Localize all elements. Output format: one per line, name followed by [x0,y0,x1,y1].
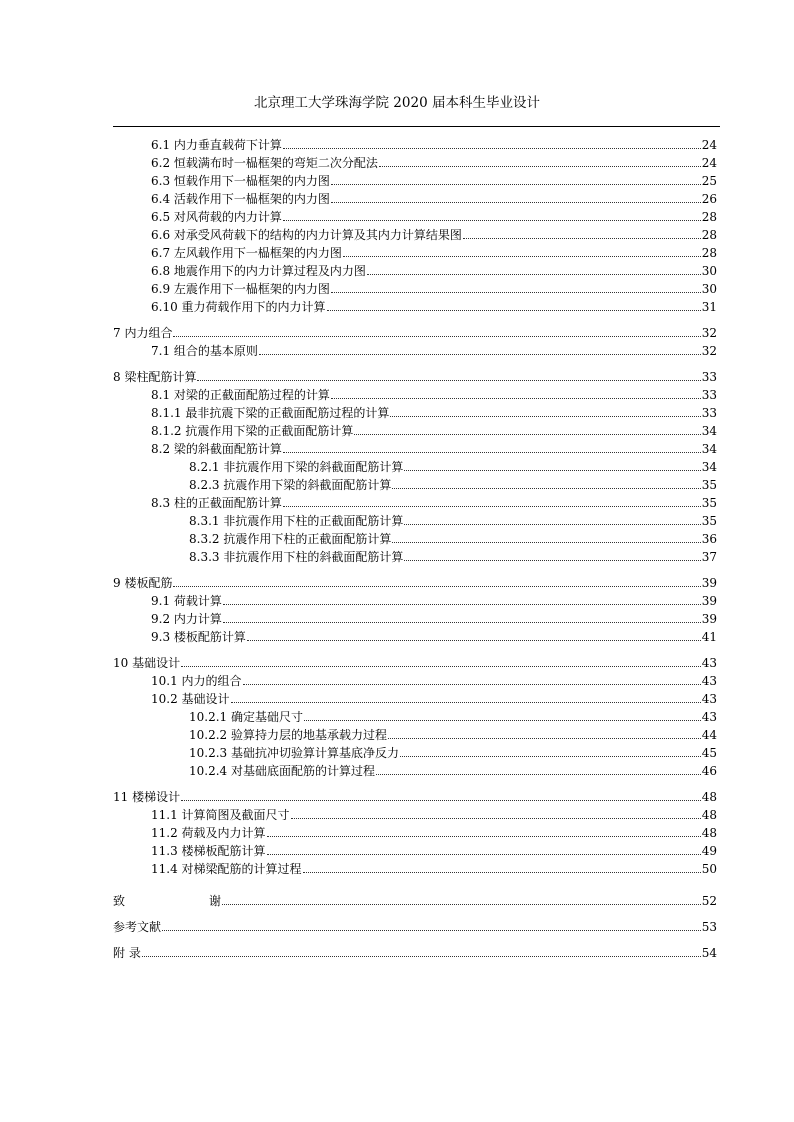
toc-leader-dots [400,755,701,757]
toc-leader-dots [404,559,700,561]
toc-entry-title: 8.2.3 抗震作用下梁的斜截面配筋计算 [189,478,392,492]
toc-leader-dots [392,487,700,489]
toc-entry-title: 7 内力组合 [113,326,173,340]
toc-entry[interactable] [151,590,717,608]
toc-leader-dots [376,773,701,775]
toc-entry[interactable] [189,742,717,760]
toc-entry-title: 11.4 对梯梁配筋的计算过程 [151,862,302,876]
toc-entry[interactable] [113,942,717,960]
toc-entry[interactable] [113,916,717,934]
toc-leader-dots [173,335,700,337]
toc-entry-page: 46 [701,764,717,778]
toc-leader-dots [390,415,700,417]
toc-entry[interactable] [189,474,717,492]
toc-entry[interactable] [151,224,717,242]
toc-entry-title: 8.1.2 抗震作用下梁的正截面配筋计算 [151,424,354,438]
toc-leader-dots [222,903,701,905]
toc-leader-dots [331,397,701,399]
toc-entry[interactable] [189,528,717,546]
toc-entry-page: 48 [701,790,717,804]
toc-leader-dots [354,433,700,435]
toc-entry[interactable] [151,626,717,644]
toc-entry-title: 11.3 楼梯板配筋计算 [151,844,266,858]
toc-entry-title: 8 梁柱配筋计算 [113,370,197,384]
toc-entry-page: 30 [701,282,717,296]
toc-entry-page: 52 [701,894,717,908]
toc-entry[interactable] [151,296,717,314]
toc-entry-page: 34 [701,424,717,438]
toc-leader-dots [181,665,701,667]
toc-entry-page: 34 [701,460,717,474]
toc-entry-page: 45 [701,746,717,760]
toc-leader-dots [463,237,701,239]
toc-entry-title: 9.2 内力计算 [151,612,222,626]
toc-leader-dots [267,853,701,855]
toc-leader-dots [283,219,701,221]
toc-leader-dots [303,871,701,873]
toc-entry[interactable] [189,706,717,724]
toc-entry[interactable] [113,572,717,590]
toc-entry[interactable] [151,206,717,224]
toc-entry-page: 43 [701,674,717,688]
toc-entry[interactable] [189,546,717,564]
toc-leader-dots [304,719,701,721]
toc-entry-title: 6.2 恒载满布时一榀框架的弯矩二次分配法 [151,156,378,170]
toc-entry[interactable] [113,652,717,670]
toc-leader-dots [267,835,701,837]
toc-leader-dots [291,817,701,819]
toc-entry-page: 35 [701,478,717,492]
toc-entry-title: 致 谢 [113,894,222,908]
toc-leader-dots [388,737,701,739]
toc-entry-title: 11.1 计算简图及截面尺寸 [151,808,290,822]
toc-entry-title: 6.5 对风荷载的内力计算 [151,210,282,224]
toc-leader-dots [259,353,701,355]
toc-entry-title: 6.10 重力荷载作用下的内力计算 [151,300,326,314]
toc-entry-page: 33 [701,388,717,402]
toc-entry-page: 50 [701,862,717,876]
toc-entry[interactable] [151,134,717,152]
page-header-title: 北京理工大学珠海学院 2020 届本科生毕业设计 [254,95,540,111]
toc-entry-page: 39 [701,576,717,590]
toc-entry[interactable] [151,420,717,438]
toc-entry-page: 49 [701,844,717,858]
toc-entry-page: 28 [701,246,717,260]
toc-entry[interactable] [151,384,717,402]
toc-entry-title: 6.1 内力垂直载荷下计算 [151,138,282,152]
toc-leader-dots [231,701,701,703]
toc-entry[interactable] [151,402,717,420]
toc-leader-dots [331,291,701,293]
toc-entry[interactable] [151,608,717,626]
toc-entry-page: 35 [701,514,717,528]
toc-entry[interactable] [151,188,717,206]
toc-leader-dots [331,183,701,185]
toc-leader-dots [243,683,701,685]
toc-leader-dots [223,621,701,623]
toc-entry-title: 6.8 地震作用下的内力计算过程及内力图 [151,264,366,278]
toc-entry-page: 32 [701,326,717,340]
toc-entry-title: 7.1 组合的基本原则 [151,344,258,358]
toc-entry-title: 6.7 左风载作用下一榀框架的内力图 [151,246,342,260]
toc-entry[interactable] [189,760,717,778]
toc-entry-title: 8.3 柱的正截面配筋计算 [151,496,282,510]
toc-entry-title: 8.3.1 非抗震作用下柱的正截面配筋计算 [189,514,404,528]
toc-entry-title: 9.1 荷载计算 [151,594,222,608]
toc-leader-dots [162,929,701,931]
toc-entry-title: 6.3 恒载作用下一榀框架的内力图 [151,174,330,188]
toc-leader-dots [331,201,701,203]
toc-entry-page: 28 [701,210,717,224]
toc-leader-dots [223,603,701,605]
toc-entry-title: 8.1 对梁的正截面配筋过程的计算 [151,388,330,402]
toc-entry-title: 10 基础设计 [113,656,181,670]
toc-entry-page: 43 [701,692,717,706]
toc-entry-page: 36 [701,532,717,546]
toc-entry-page: 39 [701,594,717,608]
toc-entry-title: 8.3.3 非抗震作用下柱的斜截面配筋计算 [189,550,404,564]
toc-leader-dots [283,451,701,453]
toc-entry[interactable] [151,152,717,170]
toc-entry-title: 11 楼梯设计 [113,790,181,804]
toc-entry[interactable] [151,670,717,688]
toc-entry-page: 26 [701,192,717,206]
toc-entry-page: 53 [701,920,717,934]
toc-entry-page: 48 [701,826,717,840]
toc-leader-dots [247,639,701,641]
toc-entry-page: 30 [701,264,717,278]
toc-entry-title: 10.2 基础设计 [151,692,230,706]
toc-entry[interactable] [151,242,717,260]
toc-entry-page: 44 [701,728,717,742]
toc-entry[interactable] [151,840,717,858]
toc-entry-page: 39 [701,612,717,626]
toc-entry-page: 25 [701,174,717,188]
toc-leader-dots [327,309,701,311]
toc-entry-page: 41 [701,630,717,644]
toc-leader-dots [367,273,701,275]
toc-leader-dots [197,379,700,381]
toc-entry-page: 43 [701,656,717,670]
toc-entry[interactable] [151,804,717,822]
toc-entry[interactable] [113,786,717,804]
toc-entry[interactable] [151,688,717,706]
toc-leader-dots [343,255,701,257]
toc-entry[interactable] [151,822,717,840]
toc-entry-title: 11.2 荷载及内力计算 [151,826,266,840]
toc-entry-page: 28 [701,228,717,242]
toc-leader-dots [181,799,701,801]
toc-entry-page: 43 [701,710,717,724]
toc-leader-dots [404,469,700,471]
toc-entry[interactable] [151,492,717,510]
toc-entry[interactable] [113,322,717,340]
toc-entry-page: 34 [701,442,717,456]
toc-entry[interactable] [151,260,717,278]
toc-leader-dots [379,165,701,167]
toc-entry[interactable] [113,366,717,384]
toc-leader-dots [142,955,701,957]
toc-leader-dots [283,505,701,507]
toc-entry-page: 24 [701,138,717,152]
toc-entry[interactable] [189,456,717,474]
toc-entry-title: 10.2.2 验算持力层的地基承载力过程 [189,728,387,742]
toc-entry[interactable] [151,278,717,296]
toc-entry[interactable] [151,170,717,188]
toc-entry-title: 9.3 楼板配筋计算 [151,630,246,644]
toc-entry-title: 6.9 左震作用下一榀框架的内力图 [151,282,330,296]
toc-entry-title: 6.4 活载作用下一榀框架的内力图 [151,192,330,206]
toc-leader-dots [404,523,700,525]
toc-leader-dots [283,147,701,149]
toc-entry[interactable] [113,890,717,908]
toc-leader-dots [392,541,700,543]
toc-entry-title: 附 录 [113,946,141,960]
toc-entry-page: 32 [701,344,717,358]
toc-entry-page: 24 [701,156,717,170]
toc-leader-dots [173,585,700,587]
toc-entry-title: 8.3.2 抗震作用下柱的正截面配筋计算 [189,532,392,546]
toc-entry-title: 10.2.4 对基础底面配筋的计算过程 [189,764,375,778]
toc-entry-page: 33 [701,406,717,420]
toc-entry-page: 54 [701,946,717,960]
toc-entry-page: 31 [701,300,717,314]
toc-entry[interactable] [151,858,717,876]
toc-entry-title: 10.2.1 确定基础尺寸 [189,710,303,724]
toc-entry-page: 33 [701,370,717,384]
toc-entry-page: 35 [701,496,717,510]
toc-entry-title: 9 楼板配筋 [113,576,173,590]
toc-entry[interactable] [189,510,717,528]
toc-entry-page: 48 [701,808,717,822]
toc-entry[interactable] [151,340,717,358]
toc-entry-title: 10.1 内力的组合 [151,674,242,688]
toc-entry-title: 8.1.1 最非抗震下梁的正截面配筋过程的计算 [151,406,390,420]
toc-entry-page: 37 [701,550,717,564]
toc-entry-title: 参考文献 [113,920,162,934]
toc-entry-title: 8.2.1 非抗震作用下梁的斜截面配筋计算 [189,460,404,474]
toc-entry-title: 10.2.3 基础抗冲切验算计算基底净反力 [189,746,399,760]
toc-entry-title: 8.2 梁的斜截面配筋计算 [151,442,282,456]
toc-entry[interactable] [151,438,717,456]
toc-entry[interactable] [189,724,717,742]
toc-entry-title: 6.6 对承受风荷载下的结构的内力计算及其内力计算结果图 [151,228,462,242]
